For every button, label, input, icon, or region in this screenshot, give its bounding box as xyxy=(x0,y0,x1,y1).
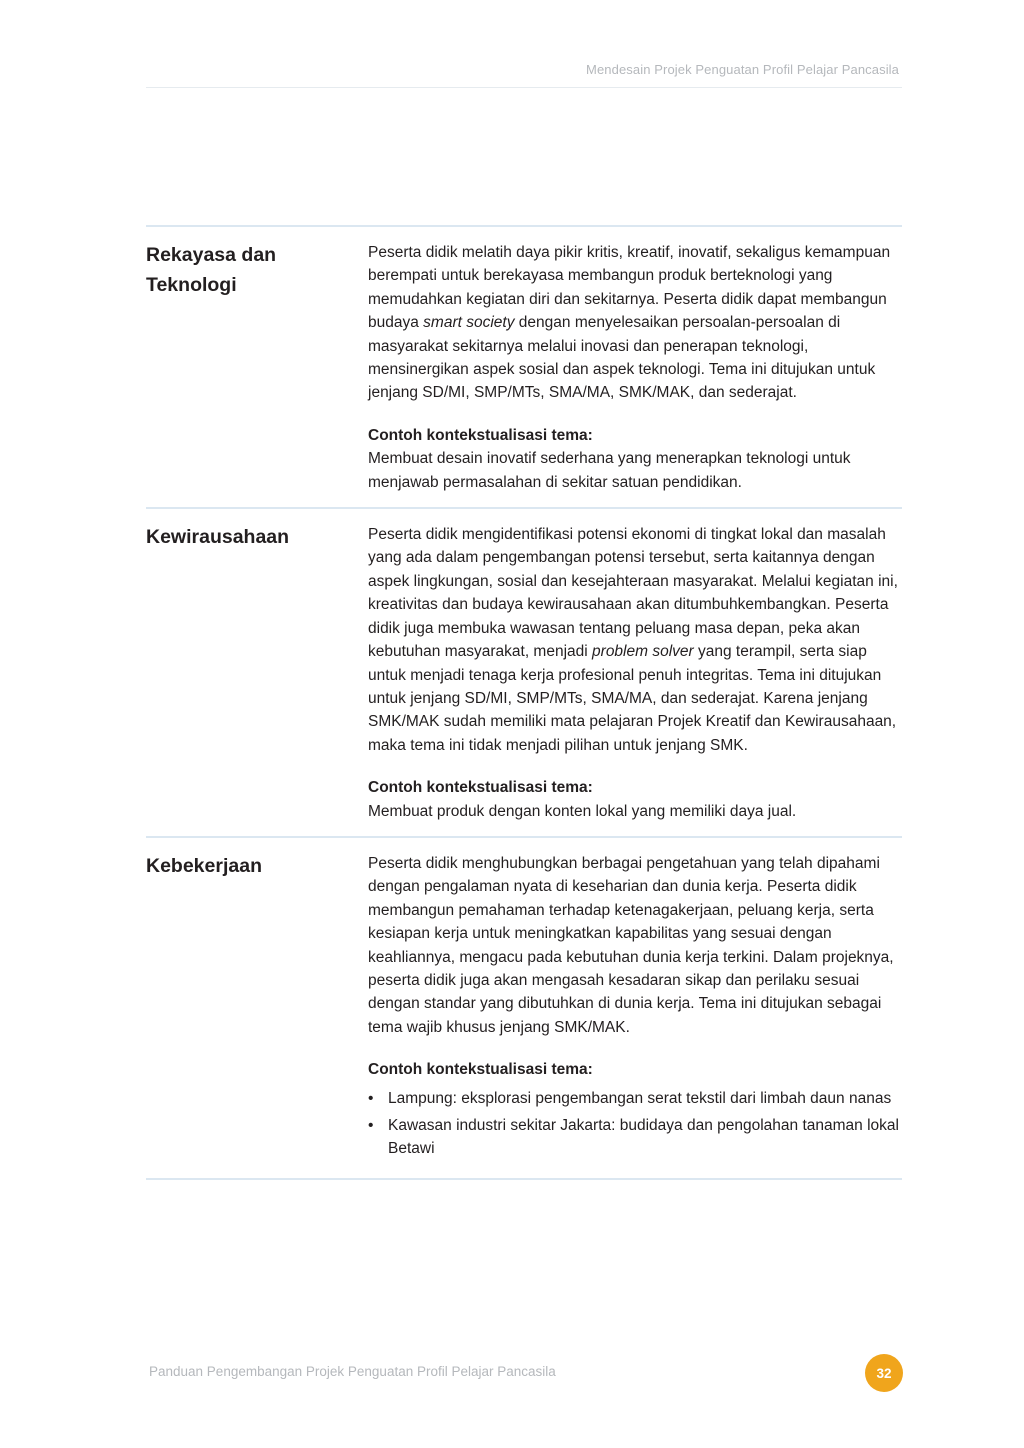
theme-row-kebekerjaan xyxy=(146,838,902,1180)
theme-row-rekayasa-teknologi xyxy=(146,227,902,509)
theme-body xyxy=(368,509,902,836)
theme-title xyxy=(146,838,368,1178)
list-item xyxy=(368,1087,902,1110)
theme-title-line: Kewirausahaan xyxy=(146,526,290,549)
list-item-text: Lampung: eksplorasi pengembangan serat tekstil dari limbah daun nanas xyxy=(388,1089,892,1107)
example-text: Membuat produk dengan konten lokal yang memiliki daya jual. xyxy=(368,802,797,820)
theme-description xyxy=(368,241,902,405)
example-list xyxy=(368,1087,902,1161)
bullet-icon: • xyxy=(368,1089,374,1107)
list-item-text: Kawasan industri sekitar Jakarta: budidaya dan pengolahan tanaman lokal Betawi xyxy=(388,1117,899,1158)
description-text: yang terampil, serta siap untuk menjadi tenaga kerja profesional penuh integritas. Tema ini ditujukan untuk jenjang SD/MI, SMP/MTs, SMA/MA, dan sederajat. Karena jenjang SMK/MAK sudah memiliki mata pelajaran Projek Kreatif dan Kewirausahaan, maka tema ini tidak menjadi pilihan untuk jenjang SMK. xyxy=(368,643,897,754)
example-label: Contoh kontekstualisasi tema: xyxy=(368,1061,593,1079)
description-italic-term: smart society xyxy=(423,314,515,332)
page-number-badge: 32 xyxy=(865,1354,903,1392)
theme-description xyxy=(368,523,902,757)
description-italic-term: problem solver xyxy=(592,643,694,661)
bullet-icon: • xyxy=(368,1117,374,1134)
description-text: Peserta didik melatih daya pikir kritis, kreatif, inovatif, sekaligus kemampuan berempati untuk berekayasa membangun produk berteknologi yang memudahkan kegiatan diri dan sekitarnya. Peserta didik dapat membangun budaya xyxy=(368,244,891,332)
theme-title xyxy=(146,227,368,507)
theme-title-line: Teknologi xyxy=(146,274,237,296)
example-label: Contoh kontekstualisasi tema: xyxy=(368,779,593,797)
running-header: Mendesain Projek Penguatan Profil Pelajar Pancasila xyxy=(586,62,899,77)
theme-title xyxy=(146,509,368,836)
description-text: dengan menyelesaikan persoalan-persoalan di masyarakat sekitarnya melalui inovasi dan penerapan teknologi, mensinergikan aspek sosial dan aspek teknologi. Tema ini ditujukan untuk jenjang SD/MI, SMP/MTs, SMA/MA, SMK/MAK, dan sederajat. xyxy=(368,314,876,402)
description-text: Peserta didik mengidentifikasi potensi ekonomi di tingkat lokal dan masalah yang ada dalam pengembangan potensi tersebut, serta kaitannya dengan aspek lingkungan, sosial dan kesejahteraan masyarakat. Melalui kegiatan ini, kreativitas dan budaya kewirausahaan akan ditumbuhkembangkan. Peserta didik juga membuka wawasan tentang peluang masa depan, peka akan kebutuhan masyarakat, menjadi xyxy=(368,526,898,661)
theme-body xyxy=(368,227,902,507)
example-text: Membuat desain inovatif sederhana yang menerapkan teknologi untuk menjawab permasalahan di sekitar satuan pendidikan. xyxy=(368,450,851,491)
theme-title-line: Rekayasa dan xyxy=(146,244,277,266)
theme-row-kewirausahaan xyxy=(146,509,902,838)
example-label: Contoh kontekstualisasi tema: xyxy=(368,426,593,444)
theme-table xyxy=(146,225,902,1180)
footer-title: Panduan Pengembangan Projek Penguatan Profil Pelajar Pancasila xyxy=(149,1364,556,1379)
theme-body xyxy=(368,838,902,1178)
header-divider xyxy=(146,87,902,88)
theme-title-line: Kebekerjaan xyxy=(146,854,262,877)
theme-description: Peserta didik menghubungkan berbagai pengetahuan yang telah dipahami dengan pengalaman nyata di keseharian dan dunia kerja. Peserta didik membangun pemahaman terhadap ketenagakerjaan, peluang kerja, serta kesiapan kerja untuk meningkatkan kapabilitas yang sesuai dengan keahliannya, mengacu pada kebutuhan dunia kerja terkini. Dalam projeknya, peserta didik juga akan mengasah kesadaran sikap dan perilaku sesuai dengan standar yang dibutuhkan di dunia kerja. Tema ini ditujukan sebagai tema wajib khusus jenjang SMK/MAK. xyxy=(368,854,894,1036)
list-item xyxy=(368,1114,902,1161)
